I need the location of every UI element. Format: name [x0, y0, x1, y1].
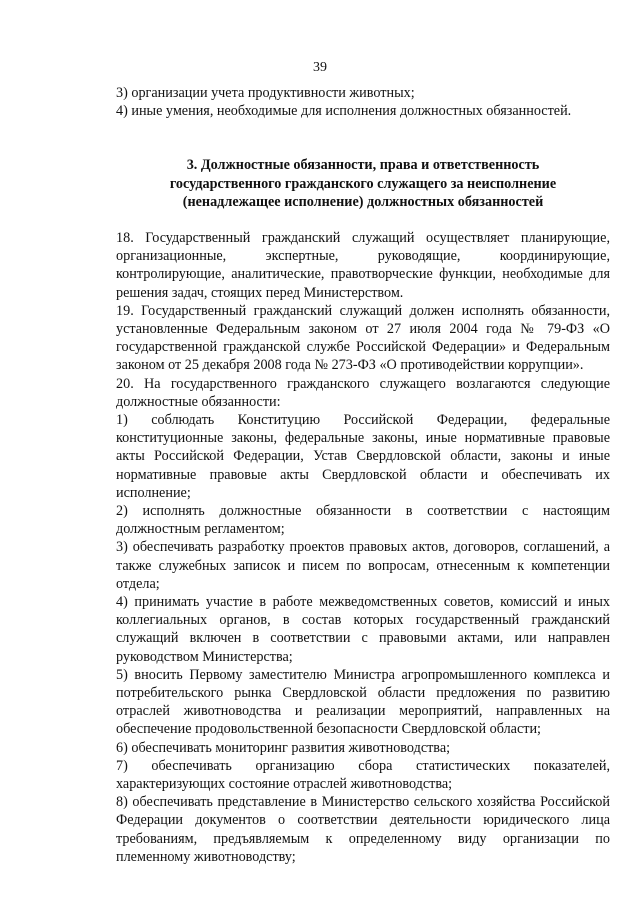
- section-heading-line: 3. Должностные обязанности, права и ответственность: [186, 157, 540, 174]
- duty-item-8: 8) обеспечивать представление в Министерство сельского хозяйства Российской Федерации документов о соответствии деятельности юридического лица требованиям, предъявляемым к определенному виду организации по племенному животноводству;: [116, 794, 610, 865]
- list-item: 3) организации учета продуктивности животных;: [116, 85, 415, 101]
- section-heading: [116, 156, 610, 212]
- duty-item-3: 3) обеспечивать разработку проектов правовых актов, договоров, соглашений, а также служебных записок и писем по вопросам, отнесенным к компетенции отдела;: [116, 539, 610, 592]
- duty-item-6: 6) обеспечивать мониторинг развития животноводства;: [116, 739, 451, 756]
- duty-item-7: 7) обеспечивать организацию сбора статистических показателей, характеризующих состояние отраслей животноводства;: [116, 757, 610, 792]
- page-number: 39: [313, 60, 327, 75]
- section-heading-line: (ненадлежащее исполнение) должностных обязанностей: [182, 194, 544, 211]
- paragraph-18: 18. Государственный гражданский служащий осуществляет планирующие, организационные, экспертные, руководящие, координирующие, контролирующие, аналитические, правотворческие функции, необходимые для решения задач, стоящих перед Министерством.: [116, 229, 610, 301]
- paragraph-19: 19. Государственный гражданский служащий должен исполнять обязанности, установленные Федеральным законом от 27 июля 2004 года № 79-ФЗ «О государственной гражданской службе Российской Федерации» и Федеральным законом от 25 декабря 2008 года № 273-ФЗ «О противодействии коррупции».: [116, 302, 610, 374]
- duty-item-1: 1) соблюдать Конституцию Российской Федерации, федеральные конституционные законы, федеральные законы, иные нормативные правовые акты Российской Федерации, Устав Свердловской области, законы и иные нормативные правовые акты Свердловской области и обеспечивать их исполнение;: [116, 411, 610, 501]
- duty-item-2: 2) исполнять должностные обязанности в соответствии с настоящим должностным регламентом;: [116, 502, 610, 538]
- duty-item-4: 4) принимать участие в работе межведомственных советов, комиссий и иных коллегиальных органов, в состав которых государственный гражданский служащий включен в соответствии с правовыми актами, или направлен руководством Министерства;: [116, 593, 610, 665]
- duty-item-5: 5) вносить Первому заместителю Министра агропромышленного комплекса и потребительского рынка Свердловской области предложения по развитию отраслей животноводства и реализации мероприятий, направленных на обеспечение продовольственной безопасности Свердловской области;: [116, 666, 610, 738]
- list-item: 4) иные умения, необходимые для исполнения должностных обязанностей.: [116, 103, 572, 120]
- document-body: [116, 84, 610, 866]
- paragraph-20: 20. На государственного гражданского служащего возлагаются следующие должностные обязанности:: [116, 375, 610, 410]
- section-heading-line: государственного гражданского служащего за неисполнение: [169, 175, 557, 192]
